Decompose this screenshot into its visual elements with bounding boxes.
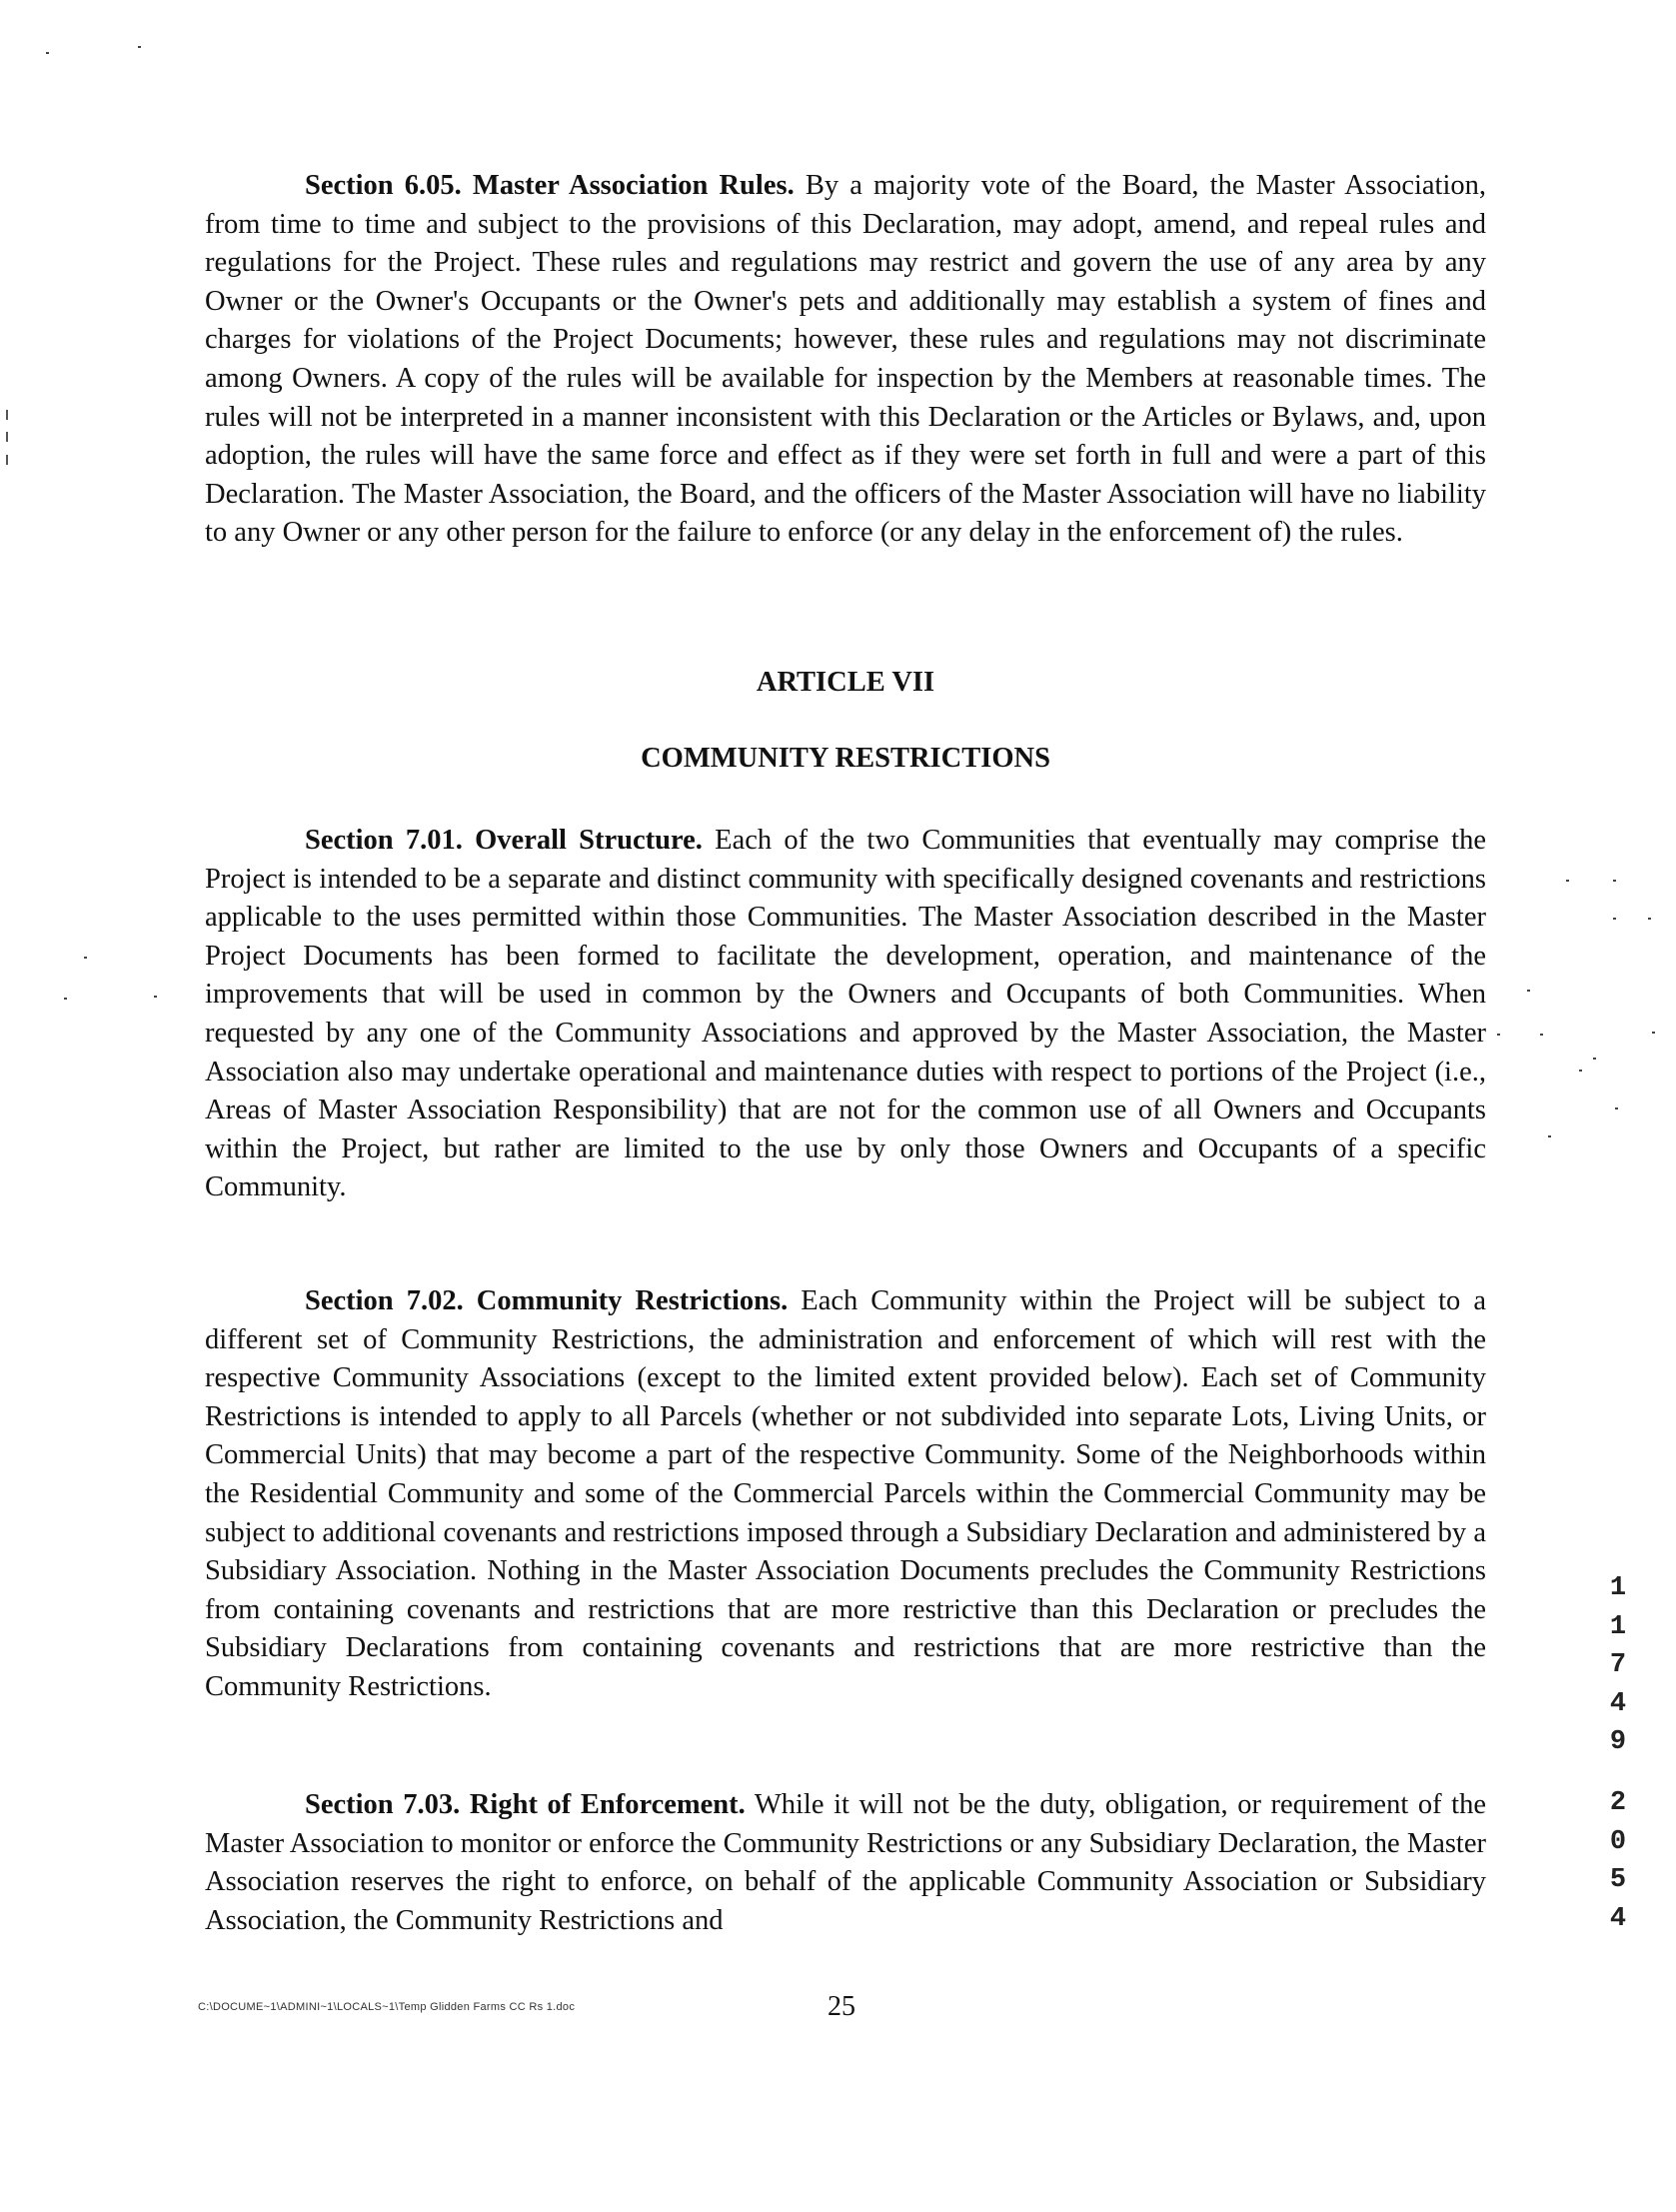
stamp-digit: 4 [1609, 1688, 1627, 1719]
section-6-05-text: By a majority vote of the Board, the Master Association, from time to time and subject to the provisions of this Declaration, may adopt, amend, and repeal rules and regulations for the Project. These rules and regulations may restrict and govern the use of any area by any Owner or the Owner's Occupants or the Owner's pets and additionally may establish a system of fines and charges for violations of the Project Documents; however, these rules and regulations may not discriminate among Owners. A copy of the rules will be available for inspection by the Members at reasonable times. The rules will not be interpreted in a manner inconsistent with this Declaration or the Articles or Bylaws, and, upon adoption, the rules will have the same force and effect as if they were set forth in full and were a part of this Declaration. The Master Association, the Board, and the officers of the Master Association will have no liability to any Owner or any other person for the failure to enforce (or any delay in the enforcement of) the rules. [205, 170, 1486, 549]
scan-speck [84, 957, 87, 959]
section-7-03-text: While it will not be the duty, obligation, or requirement of the Master Association to monitor or enforce the Community Restrictions or any Subsidiary Declaration, the Master Association reserves the right to enforce, on behalf of the applicable Community Association or Subsidiary Association, the Community Restrictions and [205, 1789, 1486, 1936]
footer-file-path: C:\DOCUME~1\ADMINI~1\LOCALS~1\Temp Glidden Farms CC Rs 1.doc [198, 2001, 576, 2013]
stamp-gap [1603, 1762, 1633, 1784]
article-title: ARTICLE VII [756, 667, 935, 698]
page-number: 25 [828, 1991, 855, 2022]
scan-speck [1615, 1107, 1618, 1109]
scan-speck [1613, 880, 1616, 882]
article-subtitle: COMMUNITY RESTRICTIONS [641, 743, 1050, 774]
scan-speck [154, 996, 157, 998]
scan-speck [1527, 990, 1530, 992]
scan-speck [1579, 1070, 1582, 1072]
section-7-03-paragraph [205, 1786, 1486, 1940]
scan-speck [46, 52, 49, 54]
stamp-digit: 2 [1609, 1787, 1627, 1818]
section-6-05-heading: Section 6.05. Master Association Rules. [305, 170, 795, 201]
stamp-digit: 1 [1609, 1573, 1627, 1603]
section-7-03-heading: Section 7.03. Right of Enforcement. [305, 1789, 746, 1820]
section-7-01-text: Each of the two Communities that eventually may comprise the Project is intended to be a separate and distinct community with specifically designed covenants and restrictions applicable to the uses permitted within those Communities. The Master Association described in the Master Project Documents has been formed to facilitate the development, operation, and maintenance of the improvements that will be used in common by the Owners and Occupants of both Communities. When requested by any one of the Community Associations and approved by the Master Association, the Master Association also may undertake operational and maintenance duties with respect to portions of the Project (i.e., Areas of Master Association Responsibility) that are not for the common use of all Owners and Occupants within the Project, but rather are limited to the use by only those Owners and Occupants of a specific Community. [205, 825, 1486, 1203]
scan-speck [1613, 918, 1616, 920]
section-6-05-paragraph [205, 167, 1486, 553]
scan-speck [1540, 1034, 1543, 1036]
scan-mark [6, 410, 8, 420]
stamp-digit: 7 [1609, 1650, 1627, 1681]
stamp-digit: 9 [1609, 1727, 1627, 1758]
scan-speck [1593, 1058, 1596, 1060]
scan-mark [6, 432, 8, 442]
stamp-digit: 5 [1609, 1865, 1627, 1896]
scan-mark [6, 455, 8, 465]
margin-stamp-number [1603, 1569, 1633, 1938]
section-7-02-text: Each Community within the Project will be subject to a different set of Community Restrictions, the administration and enforcement of which will rest with the respective Community Associations (except to the limited extent provided below). Each set of Community Restrictions is intended to apply to all Parcels (whether or not subdivided into separate Lots, Living Units, or Commercial Units) that may become a part of the respective Community. Some of the Neighborhoods within the Residential Community and some of the Commercial Parcels within the Commercial Community may be subject to additional covenants and restrictions imposed through a Subsidiary Declaration and administered by a Subsidiary Association. Nothing in the Master Association Documents precludes the Community Restrictions from containing covenants and restrictions that are more restrictive than this Declaration or precludes the Subsidiary Declarations from containing covenants and restrictions that are more restrictive than the Community Restrictions. [205, 1285, 1486, 1702]
scan-speck [1652, 1032, 1655, 1034]
scan-speck [1497, 1034, 1500, 1036]
stamp-digit: 4 [1609, 1903, 1627, 1934]
section-7-02-paragraph [205, 1282, 1486, 1707]
section-7-02-heading: Section 7.02. Community Restrictions. [305, 1285, 789, 1316]
scan-speck [1548, 1135, 1551, 1137]
stamp-digit: 1 [1609, 1611, 1627, 1642]
stamp-digit: 0 [1609, 1826, 1627, 1857]
scan-speck [1566, 880, 1569, 882]
scan-speck [1648, 918, 1651, 920]
scan-speck [64, 998, 67, 1000]
section-7-01-heading: Section 7.01. Overall Structure. [305, 825, 703, 856]
scan-speck [138, 46, 141, 48]
section-7-01-paragraph [205, 822, 1486, 1207]
